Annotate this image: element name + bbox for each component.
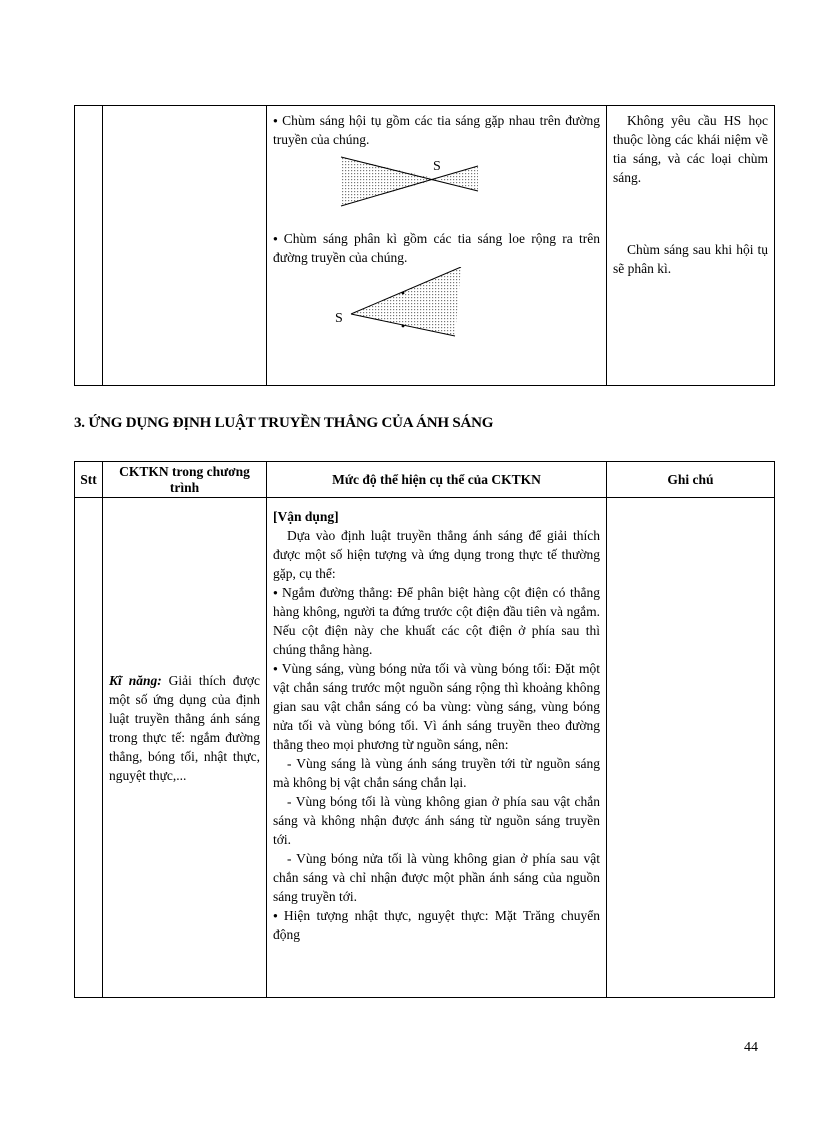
- sub-penumbra-zone: - Vùng bóng nửa tối là vùng không gian ở phía sau vật chắn sáng và chỉ nhận được một phần ánh sáng của nguồn sáng truyền tới.: [273, 851, 600, 904]
- table-applications: [74, 461, 775, 998]
- header-cktkn: CKTKN trong chương trình: [103, 462, 267, 498]
- stt-cell: [75, 498, 103, 998]
- skill-cell: [103, 498, 267, 998]
- skill-block: [103, 671, 266, 785]
- sub-light-zone: - Vùng sáng là vùng ánh sáng truyền tới từ nguồn sáng mà không bị vật chắn sáng chắn lại.: [273, 756, 600, 790]
- ray-dot: [402, 325, 405, 328]
- ray-dot: [402, 292, 405, 295]
- convergent-cone-right: [438, 166, 478, 191]
- note-cell: [607, 106, 775, 386]
- header-stt: Stt: [75, 462, 103, 498]
- sub-shadow-zone: - Vùng bóng tối là vùng không gian ở phía sau vật chắn sáng và không nhận được ánh sáng từ nguồn sáng truyền tới.: [273, 794, 600, 847]
- convergent-beam-figure: [273, 149, 603, 211]
- header-note: Ghi chú: [607, 462, 775, 498]
- detail-cell: [267, 106, 607, 386]
- note-2: Chùm sáng sau khi hội tụ sẽ phân kì.: [613, 242, 768, 276]
- divergent-beam-figure: [273, 267, 603, 349]
- convergent-point-label: S: [433, 159, 441, 174]
- table-continuation: [74, 105, 775, 386]
- divergent-beam-text: ● Chùm sáng phân kì gồm các tia sáng loe rộng ra trên đường truyền của chúng.: [273, 229, 600, 267]
- convergent-beam-text: ● Chùm sáng hội tụ gồm các tia sáng gặp nhau trên đường truyền của chúng.: [273, 111, 600, 149]
- note-cell: [607, 498, 775, 998]
- intro-text: Dựa vào định luật truyền thẳng ánh sáng để giải thích được một số hiện tượng và ứng dụng trong thực tế thường gặp, cụ thể:: [273, 528, 600, 581]
- page-number: 44: [744, 1040, 758, 1055]
- divergent-point-label: S: [335, 311, 343, 326]
- skill-label: Kĩ năng:: [109, 672, 162, 688]
- note-1: Không yêu cầu HS học thuộc lòng các khái niệm về tia sáng, và các loại chùm sáng.: [613, 113, 768, 185]
- item-straight-line: ● Ngắm đường thẳng: Để phân biệt hàng cột điện có thẳng hàng không, người ta đứng trước cột điện đầu tiên và ngắm. Nếu cột điện này che khuất các cột điện ở phía sau thì chúng thẳng hàng.: [273, 583, 600, 659]
- level-tag: [Vận dụng]: [273, 509, 339, 524]
- section-title: 3. ỨNG DỤNG ĐỊNH LUẬT TRUYỀN THẲNG CỦA ÁNH SÁNG: [74, 415, 494, 431]
- cktkn-cell: [103, 106, 267, 386]
- stt-cell: [75, 106, 103, 386]
- detail-cell: [267, 498, 607, 998]
- skill-text: Giải thích được một số ứng dụng của định luật truyền thẳng ánh sáng trong thực tế: ngắm đường thẳng, bóng tối, nhật thực, nguyệt thực,...: [109, 672, 260, 783]
- item-shadow-zones: ● Vùng sáng, vùng bóng nửa tối và vùng bóng tối: Đặt một vật chắn sáng trước một nguồn sáng rộng thì khoảng không gian sau vật chắn sáng có ba vùng: vùng sáng, vùng bóng nửa tối và vùng bóng tối. Vì ánh sáng truyền theo đường thẳng theo mọi phương từ nguồn sáng, nên:: [273, 659, 600, 754]
- header-detail: Mức độ thể hiện cụ thể của CKTKN: [267, 462, 607, 498]
- item-eclipse: ● Hiện tượng nhật thực, nguyệt thực: Mặt Trăng chuyển động: [273, 906, 600, 944]
